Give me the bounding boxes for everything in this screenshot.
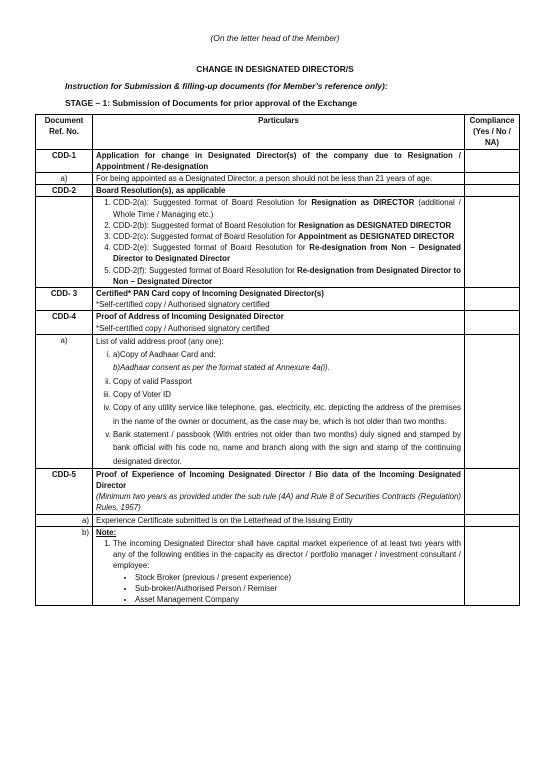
list-item: 2. CDD-2(b): Suggested format of Board Resolution for Resignation as DESIGNATED DIRECTOR xyxy=(113,220,461,231)
list-item: 1. The incoming Designated Director shall have capital market experience of at least two years with any of the following entities in the capacity as director / portfolio manager / investment consultant / employee: • Stock Broker (previous / present experience) • Sub-broker/Authorised Person / Remiser • Asset Management Company xyxy=(113,538,461,605)
list-item: 1. CDD-2(a): Suggested format of Board Resolution for Resignation as DIRECTOR (additional / Whole Time / Managing etc.) xyxy=(113,197,461,219)
item-title: Certified* PAN Card copy of Incoming Designated Director(s) xyxy=(96,289,324,299)
list-item: iv. Copy of any utility service like telephone, gas, electricity, etc. depicting the address of the premises in the name of the owner or document, as the case may be, which is not older than two months. xyxy=(113,401,461,428)
item-title: Proof of Address of Incoming Designated Director xyxy=(96,312,284,322)
note-label: Note: xyxy=(96,527,117,537)
table-row xyxy=(36,334,520,468)
compliance-cell[interactable] xyxy=(465,514,520,526)
item-title: List of valid address proof (any one): xyxy=(96,336,224,346)
table-row xyxy=(36,288,520,311)
header-compliance: Compliance (Yes / No / NA) xyxy=(465,115,520,150)
list-item: 4. CDD-2(e): Suggested format of Board Resolution for Re-designation from Non – Designated Director to Designated Director xyxy=(113,242,461,264)
sub-ref xyxy=(36,197,93,288)
table-row xyxy=(36,514,520,526)
list-item: 5. CDD-2(f): Suggested format of Board Resolution for Re-designation from Designated Director to Non – Designated Director xyxy=(113,265,461,287)
sub-ref: a) xyxy=(36,334,93,468)
stage-heading: STAGE – 1: Submission of Documents for prior approval of the Exchange xyxy=(65,98,358,108)
letterhead-note: (On the letter head of the Member) xyxy=(210,33,340,43)
table-row xyxy=(36,149,520,172)
compliance-cell[interactable] xyxy=(465,288,520,311)
table-row xyxy=(36,311,520,334)
list-item: 3. CDD-2(c): Suggested format of Board Resolution for Appointment as DESIGNATED DIRECTOR xyxy=(113,231,461,242)
checklist-table xyxy=(35,114,520,606)
list-item: iii. Copy of Voter ID xyxy=(113,388,461,401)
particulars-cell: Experience Certificate submitted is on the Letterhead of the Issuing Entity xyxy=(93,514,465,526)
doc-ref: CDD-2 xyxy=(36,185,93,197)
sub-ref: b) xyxy=(36,526,93,605)
compliance-cell[interactable] xyxy=(465,185,520,197)
experience-list xyxy=(96,538,461,605)
sub-ref: a) xyxy=(36,514,93,526)
particulars-cell xyxy=(93,197,465,288)
list-item: • Sub-broker/Authorised Person / Remiser xyxy=(135,583,461,594)
item-title: Proof of Experience of Incoming Designated Director / Bio data of the Incoming Designated Director xyxy=(96,469,461,491)
doc-ref: CDD- 3 xyxy=(36,288,93,311)
list-item: ii. Copy of valid Passport xyxy=(113,375,461,388)
item-note: *Self-certified copy / Authorised signatory certified xyxy=(96,300,270,310)
table-row xyxy=(36,173,520,185)
list-item: i. a)Copy of Aadhaar Card and; b)Aadhaar consent as per the format stated at Annexure 4a(i). xyxy=(113,348,461,375)
compliance-cell[interactable] xyxy=(465,197,520,288)
instruction-heading: Instruction for Submission & filling-up documents (for Member’s reference only): xyxy=(65,81,388,91)
list-item: v. Bank statement / passbook (With entries not older than two months) duly signed and stamped by bank official with his code no, name and branch along with the sign and stamp of the continuing designated director. xyxy=(113,428,461,468)
header-ref: Document Ref. No. xyxy=(36,115,93,150)
doc-ref: CDD-1 xyxy=(36,149,93,172)
table-row xyxy=(36,197,520,288)
particulars-cell xyxy=(93,288,465,311)
table-row xyxy=(36,468,520,514)
particulars-cell xyxy=(93,468,465,514)
page-title: CHANGE IN DESIGNATED DIRECTOR/S xyxy=(196,64,354,74)
table-row xyxy=(36,526,520,605)
compliance-cell[interactable] xyxy=(465,468,520,514)
table-row xyxy=(36,185,520,197)
doc-ref: CDD-4 xyxy=(36,311,93,334)
compliance-cell[interactable] xyxy=(465,149,520,172)
doc-ref: CDD-5 xyxy=(36,468,93,514)
list-item: • Asset Management Company xyxy=(135,594,461,605)
particulars-cell xyxy=(93,526,465,605)
compliance-cell[interactable] xyxy=(465,311,520,334)
particulars-cell xyxy=(93,334,465,468)
item-note: (Minimum two years as provided under the sub rule (4A) and Rule 8 of Securities Contracts (Regulation) Rules, 1957) xyxy=(96,492,461,513)
particulars-cell: For being appointed as a Designated Director, a person should not be less than 21 years of age. xyxy=(93,173,465,185)
compliance-cell[interactable] xyxy=(465,334,520,468)
entity-list xyxy=(113,572,461,606)
item-note: *Self-certified copy / Authorised signatory certified xyxy=(96,323,270,333)
sub-ref: a) xyxy=(36,173,93,185)
particulars-cell: Board Resolution(s), as applicable xyxy=(93,185,465,197)
header-particulars: Particulars xyxy=(93,115,465,150)
resolution-list xyxy=(96,197,461,287)
address-proof-list xyxy=(96,348,461,468)
list-item: • Stock Broker (previous / present experience) xyxy=(135,572,461,583)
header-row xyxy=(36,115,520,150)
particulars-cell: Application for change in Designated Director(s) of the company due to Resignation / Appointment / Re-designation xyxy=(93,149,465,172)
particulars-cell xyxy=(93,311,465,334)
compliance-cell[interactable] xyxy=(465,173,520,185)
compliance-cell[interactable] xyxy=(465,526,520,605)
